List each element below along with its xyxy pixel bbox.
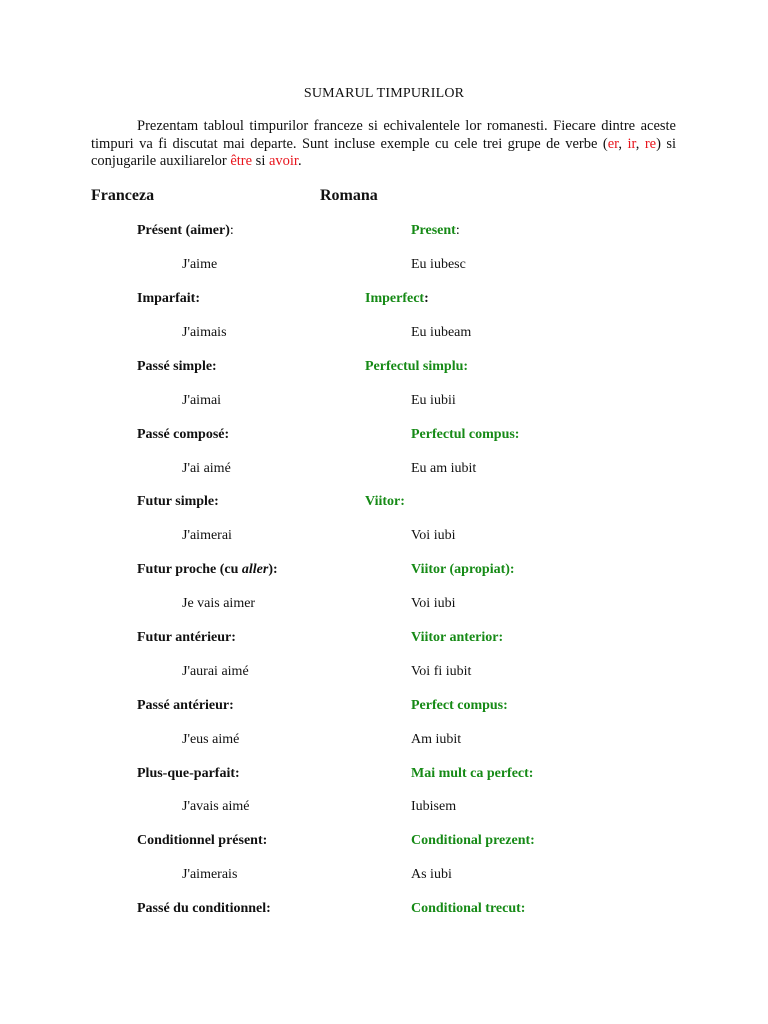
romanian-tense-viitor-anterior: Viitor anterior: [411,630,504,645]
romanian-example: Eu iubii [411,393,456,408]
french-tense-italic-verb: aller [241,562,269,577]
romanian-example: Voi iubi [411,528,456,543]
french-example: J'ai aimé [182,461,231,476]
french-tense-futur-simple: Futur simple: [137,494,219,509]
intro-sep-2: , [635,135,645,152]
intro-text-2: ) si conjugarile auxiliarelor [91,135,677,169]
romanian-tense-conditional-prezent: Conditional prezent: [411,833,535,848]
french-tense-present [137,223,234,239]
french-tense-passe-compose: Passé composé: [137,427,230,442]
romanian-tense-label: Imperfect [365,291,425,306]
verb-group-re: re [644,135,657,152]
intro-sep-1: , [618,135,628,152]
french-tense-imparfait: Imparfait: [137,291,200,306]
verb-group-ir: ir [627,135,636,152]
column-header-french: Franceza [91,187,155,204]
romanian-tense-imperfect [365,291,429,307]
page-title: SUMARUL TIMPURILOR [303,86,465,101]
romanian-example: Voi iubi [411,596,456,611]
french-example: J'aimais [182,325,227,340]
french-tense-passe-anterieur: Passé antérieur: [137,698,234,713]
romanian-tense-viitor: Viitor: [365,494,405,509]
intro-text-3: si [252,153,269,169]
french-example: J'aime [182,257,218,272]
intro-paragraph [91,118,676,171]
french-example: Je vais aimer [182,596,256,611]
romanian-tense-perfect-compus: Perfect compus: [411,698,508,713]
romanian-tense-present [411,223,460,239]
romanian-example: Eu iubeam [411,325,472,340]
french-example: J'aimerais [182,867,238,882]
romanian-example: Iubisem [411,799,457,814]
french-tense-plus-que-parfait: Plus-que-parfait: [137,766,240,781]
auxiliary-avoir: avoir [268,153,298,169]
romanian-tense-perfectul-compus: Perfectul compus: [411,427,520,442]
french-example: J'eus aimé [182,732,240,747]
french-tense-conditionnel-present: Conditionnel présent: [137,833,268,848]
romanian-tense-viitor-apropiat: Viitor (apropiat): [411,562,515,577]
french-tense-closing: ): [268,562,278,577]
romanian-tense-perfectul-simplu: Perfectul simplu: [365,359,469,374]
intro-text-4: . [297,153,302,169]
french-tense-futur-anterieur: Futur antérieur: [137,630,236,645]
romanian-example: As iubi [411,867,452,882]
french-tense-label: Futur proche (cu [137,562,242,577]
romanian-tense-colon: : [455,223,460,238]
romanian-tense-label: Present [411,223,456,238]
romanian-example: Voi fi iubit [411,664,472,679]
french-tense-passe-simple: Passé simple: [137,359,217,374]
verb-group-er: er [607,135,619,152]
romanian-example: Am iubit [411,732,462,747]
intro-text-1: Prezentam tabloul timpurilor franceze si echivalentele lor romanesti. Fiecare dintre aceste timpuri va fi discutat mai departe. Sunt incluse exemple cu cele trei grupe de verbe ( [91,118,676,152]
french-example: J'avais aimé [182,799,250,814]
romanian-tense-mai-mult-ca-perfect: Mai mult ca perfect: [411,766,534,781]
french-example: J'aimerai [182,528,232,543]
auxiliary-etre: être [230,153,253,169]
romanian-tense-conditional-trecut: Conditional trecut: [411,901,526,916]
french-tense-passe-du-conditionnel: Passé du conditionnel: [137,901,271,916]
romanian-tense-colon: : [424,291,429,306]
column-header-romanian: Romana [320,187,378,204]
romanian-example: Eu iubesc [411,257,466,272]
french-example: J'aimai [182,393,222,408]
french-example: J'aurai aimé [182,664,249,679]
romanian-example: Eu am iubit [411,461,477,476]
french-tense-colon: : [229,223,234,238]
french-tense-futur-proche [137,562,278,578]
french-tense-label: Présent (aimer) [137,223,230,238]
